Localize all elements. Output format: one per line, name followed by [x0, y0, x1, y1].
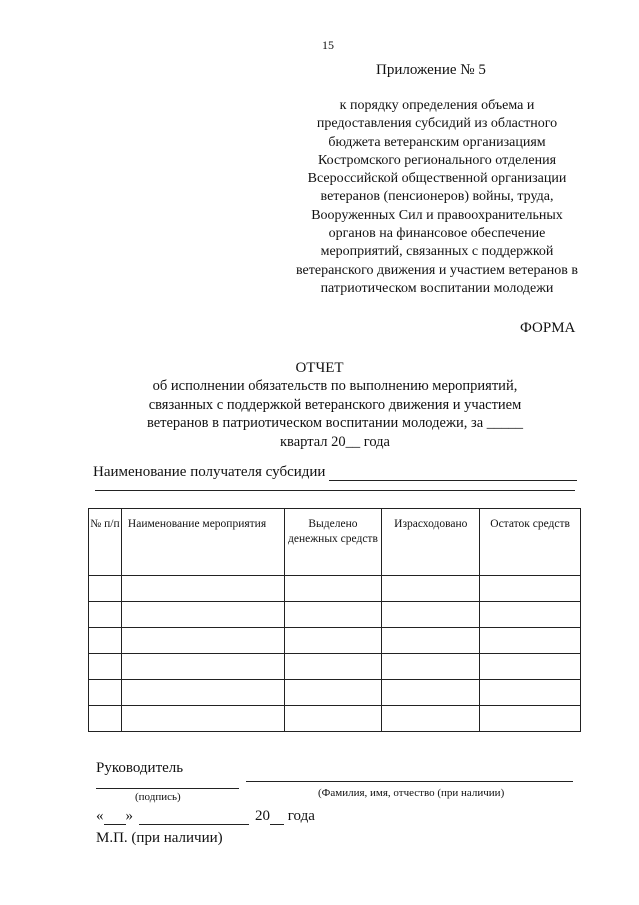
header-balance: Остаток средств: [480, 509, 581, 576]
report-subtitle-text: об исполнении обязательств по выполнению мероприятий, связанных с поддержкой ветеранского движения и участием ветеранов в патриотическом воспитании молодежи, за: [146, 378, 522, 431]
head-label: Руководитель: [96, 760, 184, 776]
report-subtitle-quarter-text: квартал 20: [280, 433, 346, 450]
appendix-description: к порядку определения объема и предоставления субсидий из областного бюджета ветеранским организациям Костромского регионального отделения Всероссийской общественной организации ветеранов (пенсионеров) войны, труда, Вооруженных Сил и правоохранительных органов на финансовое обеспечение мероприятий, связанных с поддержкой ветеранского движения и участием ветеранов в патриотическом воспитании молодежи: [296, 98, 578, 296]
table-cell[interactable]: [284, 680, 382, 706]
recipient-label: Наименование получателя субсидии: [93, 464, 326, 480]
appendix-title: Приложение № 5: [376, 62, 486, 78]
table-cell[interactable]: [382, 706, 480, 732]
recipient-row: [93, 464, 577, 481]
table-cell[interactable]: [89, 654, 122, 680]
table-cell[interactable]: [480, 654, 581, 680]
table-cell[interactable]: [121, 706, 284, 732]
date-row: [96, 808, 315, 825]
table-header-row: [89, 509, 581, 576]
table-row: [89, 706, 581, 732]
table-cell[interactable]: [382, 628, 480, 654]
table-cell[interactable]: [382, 654, 480, 680]
table-cell[interactable]: [480, 628, 581, 654]
table-cell[interactable]: [284, 576, 382, 602]
table-cell[interactable]: [89, 576, 122, 602]
table-cell[interactable]: [382, 602, 480, 628]
table-cell[interactable]: [382, 680, 480, 706]
table-cell[interactable]: [121, 654, 284, 680]
table-row: [89, 680, 581, 706]
header-spent: Израсходовано: [382, 509, 480, 576]
table-cell[interactable]: [284, 706, 382, 732]
table-row: [89, 602, 581, 628]
form-label: ФОРМА: [520, 320, 576, 336]
full-name-caption: (Фамилия, имя, отчество (при наличии): [318, 787, 505, 799]
table-cell[interactable]: [382, 576, 480, 602]
full-name-line[interactable]: [246, 781, 573, 782]
table-row: [89, 654, 581, 680]
day-field[interactable]: [104, 811, 126, 825]
table-cell[interactable]: [89, 628, 122, 654]
table-cell[interactable]: [480, 602, 581, 628]
table-cell[interactable]: [121, 628, 284, 654]
header-event-name: Наименование мероприятия: [121, 509, 284, 576]
quarter-blank: _____: [486, 415, 524, 431]
table-cell[interactable]: [284, 628, 382, 654]
year-field[interactable]: [270, 811, 284, 825]
page-number: 15: [322, 38, 334, 52]
year-prefix: 20: [255, 808, 270, 824]
table-cell[interactable]: [121, 680, 284, 706]
recipient-name-field[interactable]: [329, 466, 577, 481]
date-close-quote: »: [125, 808, 133, 824]
month-field[interactable]: [139, 811, 249, 825]
header-number: № п/п: [89, 509, 122, 576]
table-cell[interactable]: [284, 602, 382, 628]
year-suffix: года: [284, 808, 315, 824]
report-table: [88, 508, 581, 732]
date-open-quote: «: [96, 808, 104, 824]
table-row: [89, 576, 581, 602]
report-subtitle-year-text: года: [360, 433, 390, 450]
signature-caption: (подпись): [135, 791, 181, 803]
table-cell[interactable]: [284, 654, 382, 680]
table-cell[interactable]: [480, 680, 581, 706]
recipient-name-field-continued[interactable]: [95, 490, 575, 491]
year-blank: __: [345, 433, 361, 450]
table-cell[interactable]: [121, 576, 284, 602]
table-cell[interactable]: [121, 602, 284, 628]
table-cell[interactable]: [89, 602, 122, 628]
table-cell[interactable]: [89, 706, 122, 732]
table-cell[interactable]: [480, 706, 581, 732]
table-cell[interactable]: [480, 576, 581, 602]
signature-line[interactable]: [96, 788, 239, 789]
header-allocated: Выделено денежных средств: [284, 509, 382, 576]
table-cell[interactable]: [89, 680, 122, 706]
stamp-label: М.П. (при наличии): [96, 830, 223, 846]
table-row: [89, 628, 581, 654]
report-title: ОТЧЕТ: [295, 360, 344, 376]
report-subtitle: [130, 377, 540, 451]
